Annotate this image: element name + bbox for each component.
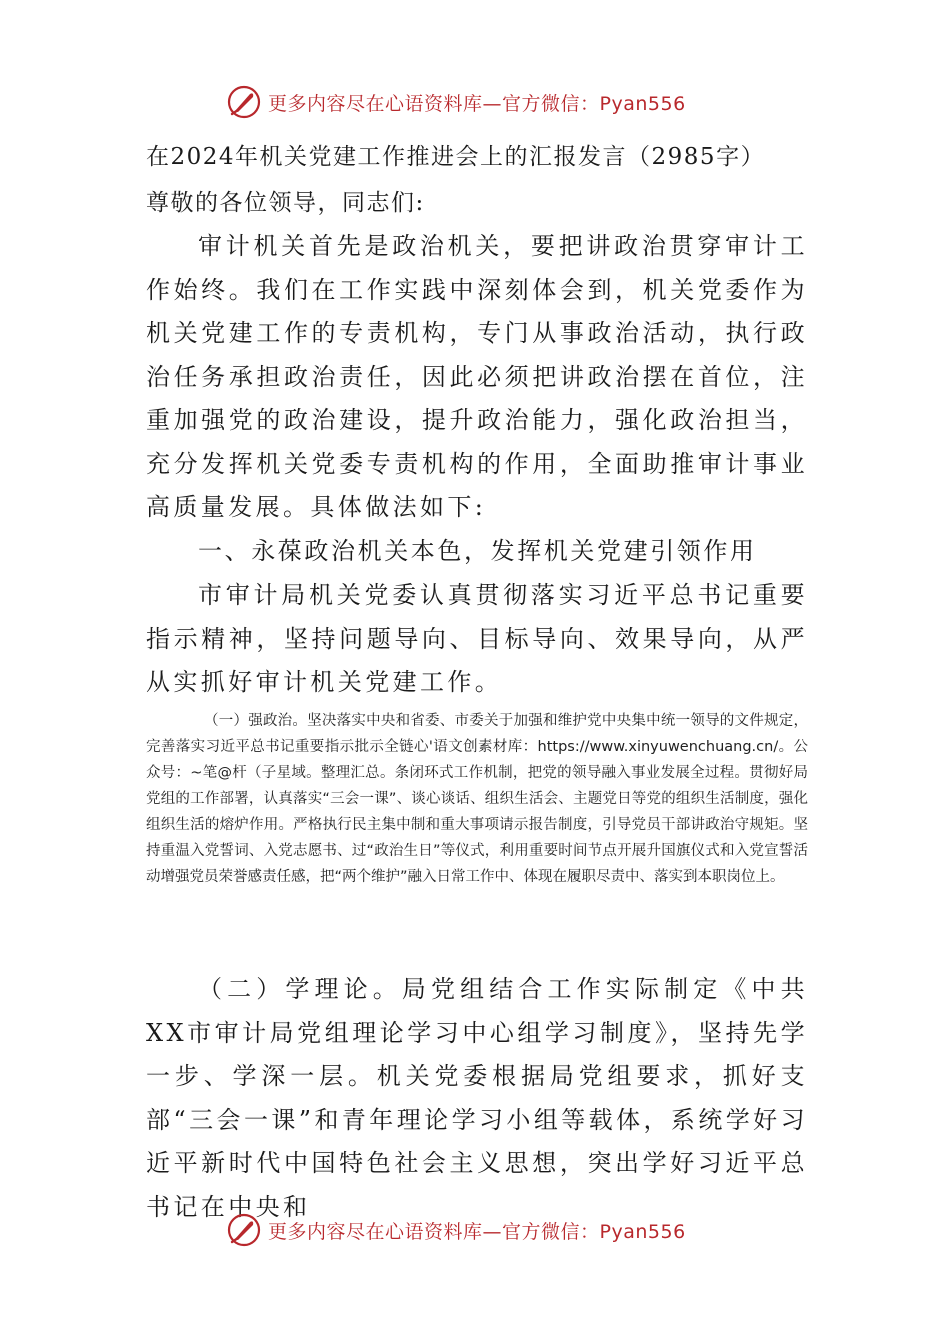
paragraph-intro: 审计机关首先是政治机关，要把讲政治贯穿审计工作始终。我们在工作实践中深刻体会到，机关党委作为机关党建工作的专责机构，专门从事政治活动，执行政治任务承担政治责任，因此必须把讲政治摆在首位，注重加强党的政治建设，提升政治能力，强化政治担当，充分发挥机关党委专责机构的作用，全面助推审计事业高质量发展。具体做法如下: — [146, 232, 808, 521]
paragraph-section-1: 市审计局机关党委认真贯彻落实习近平总书记重要指示精神，坚持问题导向、目标导向、效果导向，从严从实抓好审计机关党建工作。 — [146, 581, 808, 696]
salutation: 尊敬的各位领导，同志们: — [146, 190, 425, 216]
document-title: 在2024年机关党建工作推进会上的汇报发言（2985字） — [146, 144, 766, 170]
paragraph-theory: （二）学理论。局党组结合工作实际制定《中共XX市审计局党组理论学习中心组学习制度》，坚持先学一步、学深一层。机关党委根据局党组要求，抓好支部“三会一课”和青年理论学习小组等载体，系统学好习近平新时代中国特色社会主义思想，突出学好习近平总书记在中央和 — [146, 975, 808, 1221]
footer-watermark-text: 更多内容尽在心语资料库—官方微信：Pyan556 — [268, 1220, 686, 1243]
header-watermark-banner — [226, 82, 726, 122]
quill-logo-icon — [226, 1212, 262, 1248]
footer-watermark-banner — [226, 1210, 726, 1250]
section-heading-1: 一、永葆政治机关本色，发挥机关党建引领作用 — [198, 537, 757, 565]
quill-logo-icon — [226, 84, 262, 120]
header-watermark-text: 更多内容尽在心语资料库—官方微信：Pyan556 — [268, 92, 686, 115]
paragraph-politics-small: （一）强政治。坚决落实中央和省委、市委关于加强和维护党中央集中统一领导的文件规定，完善落实习近平总书记重要指示批示全链心'语文创素材库：https://www.xinyuwenchuang.cn/。公众号：~笔@杆（子星域。整理汇总。条闭环式工作机制，把党的领导融入事业发展全过程。贯彻好局党组的工作部署，认真落实“三会一课”、谈心谈话、组织生活会、主题党日等党的组织生活制度，强化组织生活的熔炉作用。严格执行民主集中制和重大事项请示报告制度，引导党员干部讲政治守规矩。坚持重温入党誓词、入党志愿书、过“政治生日”等仪式，利用重要时间节点开展升国旗仪式和入党宣誓活动增强党员荣誉感责任感，把“两个维护”融入日常工作中、体现在履职尽责中、落实到本职岗位上。 — [146, 713, 808, 885]
